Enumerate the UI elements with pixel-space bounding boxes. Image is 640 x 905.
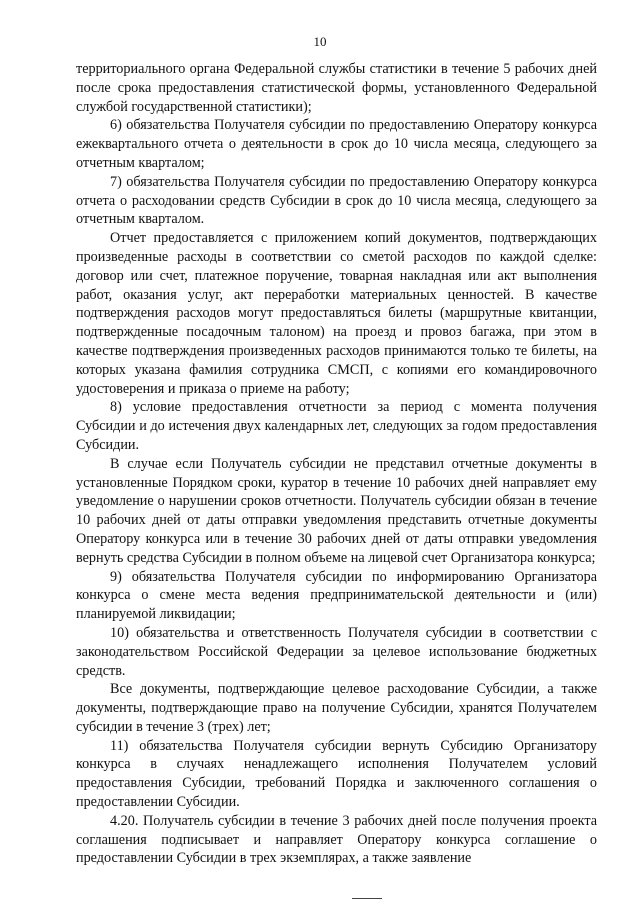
paragraph-item-8: 8) условие предоставления отчетности за период с момента получения Субсидии и до истечения двух календарных лет, следующих за годом предоставления Субсидии. (76, 399, 597, 453)
paragraph-late-report: В случае если Получатель субсидии не представил отчетные документы в установленные Порядком сроки, куратор в течение 10 рабочих дней направляет ему уведомление о нарушении сроков отчетности. Получатель субсидии обязан в течение 10 рабочих дней от даты отправки уведомления представить отчетные документы Оператору конкурса или в течение 30 рабочих дней от даты отправки уведомления вернуть средства Субсидии в полном объеме на лицевой счет Организатора конкурса; (76, 455, 597, 566)
paragraph-continuation: территориального органа Федеральной службы статистики в течение 5 рабочих дней после срока предоставления статистической формы, установленного Федеральной службой государственной статистики); (76, 61, 597, 115)
page-number: 10 (313, 34, 327, 49)
paragraph-item-10: 10) обязательства и ответственность Получателя субсидии в соответствии с законодательством Российской Федерации за целевое использование бюджетных средств. (76, 624, 597, 679)
paragraph-item-11: 11) обязательства Получателя субсидии вернуть Субсидию Организатору конкурса в случаях ненадлежащего исполнения Получателем условий предоставления Субсидии, требований Порядка и заключенного соглашения о предоставлении Субсидии. (76, 737, 597, 811)
paragraph-item-9: 9) обязательства Получателя субсидии по информированию Организатора конкурса о смене места ведения предпринимательской деятельности и (или) планируемой ликвидации; (76, 568, 597, 623)
paragraph-item-6: 6) обязательства Получателя субсидии по предоставлению Оператору конкурса ежеквартального отчета о деятельности в срок до 10 числа месяца, следующего за отчетным кварталом; (76, 117, 597, 171)
paragraph-item-7: 7) обязательства Получателя субсидии по предоставлению Оператору конкурса отчета о расходовании средств Субсидии в срок до 10 числа месяца, следующего за отчетным кварталом. (76, 173, 597, 228)
paragraph-document-storage: Все документы, подтверждающие целевое расходование Субсидии, а также документы, подтверждающие право на получение Субсидии, хранятся Получателем субсидии в течение 3 (трех) лет; (76, 681, 597, 735)
footer-divider (352, 898, 382, 899)
document-body (76, 60, 597, 868)
paragraph-report-documents: Отчет предоставляется с приложением копий документов, подтверждающих произведенные расходы в соответствии со сметой расходов по каждой сделке: договор или счет, платежное поручение, товарная накладная или акт выполнения работ, оказания услуг, акт переработки материальных ценностей. В качестве подтверждения расходов могут предоставляться билеты (маршрутные квитанции, подтвержденные посадочным талоном) на проезд и провоз багажа, при этом в качестве подтверждения произведенных расходов принимаются только те билеты, на которых указана фамилия сотрудника СМСП, с копиями его командировочного удостоверения и приказа о приеме на работу; (76, 230, 597, 397)
paragraph-4-20: 4.20. Получатель субсидии в течение 3 рабочих дней после получения проекта соглашения подписывает и направляет Оператору конкурса соглашение о предоставлении Субсидии в трех экземплярах, а также заявление (76, 812, 597, 867)
